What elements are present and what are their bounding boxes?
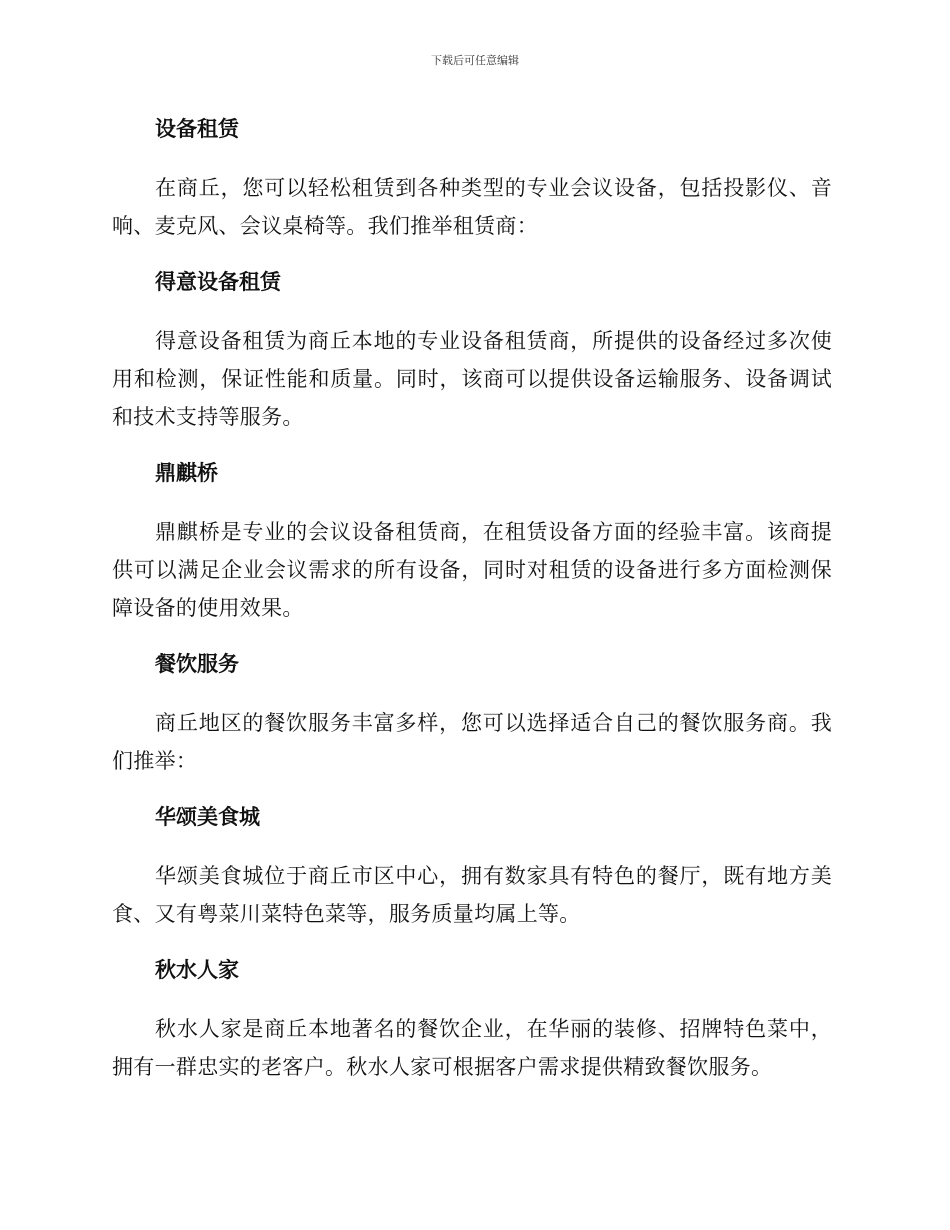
section-catering — [112, 645, 832, 780]
page-header: 下载后可任意编辑 — [431, 54, 519, 67]
section-deyi-rental — [112, 263, 832, 436]
document-body — [112, 110, 832, 1104]
section-paragraph: 华颂美食城位于商丘市区中心，拥有数家具有特色的餐厅，既有地方美食、又有粤菜川菜特色菜等，服务质量均属上等。 — [112, 864, 832, 926]
section-heading: 鼎麒桥 — [155, 461, 218, 485]
section-heading: 得意设备租赁 — [155, 270, 281, 294]
section-paragraph: 商丘地区的餐饮服务丰富多样，您可以选择适合自己的餐饮服务商。我们推举： — [112, 711, 832, 773]
section-equipment-rental — [112, 110, 832, 245]
section-paragraph: 在商丘，您可以轻松租赁到各种类型的专业会议设备，包括投影仪、音响、麦克风、会议桌椅等。我们推举租赁商： — [112, 176, 832, 238]
section-qiushui-renjia — [112, 951, 832, 1086]
section-paragraph: 秋水人家是商丘本地著名的餐饮企业，在华丽的装修、招牌特色菜中，拥有一群忠实的老客户。秋水人家可根据客户需求提供精致餐饮服务。 — [112, 1017, 832, 1079]
section-paragraph: 鼎麒桥是专业的会议设备租赁商，在租赁设备方面的经验丰富。该商提供可以满足企业会议需求的所有设备，同时对租赁的设备进行多方面检测保障设备的使用效果。 — [112, 520, 832, 620]
section-huasong-food-city — [112, 798, 832, 933]
section-dingqiqiao — [112, 454, 832, 627]
section-heading: 秋水人家 — [155, 958, 239, 982]
section-paragraph: 得意设备租赁为商丘本地的专业设备租赁商，所提供的设备经过多次使用和检测，保证性能和质量。同时，该商可以提供设备运输服务、设备调试和技术支持等服务。 — [112, 329, 832, 429]
section-heading: 餐饮服务 — [155, 652, 239, 676]
section-heading: 设备租赁 — [155, 117, 239, 141]
section-heading: 华颂美食城 — [155, 805, 260, 829]
